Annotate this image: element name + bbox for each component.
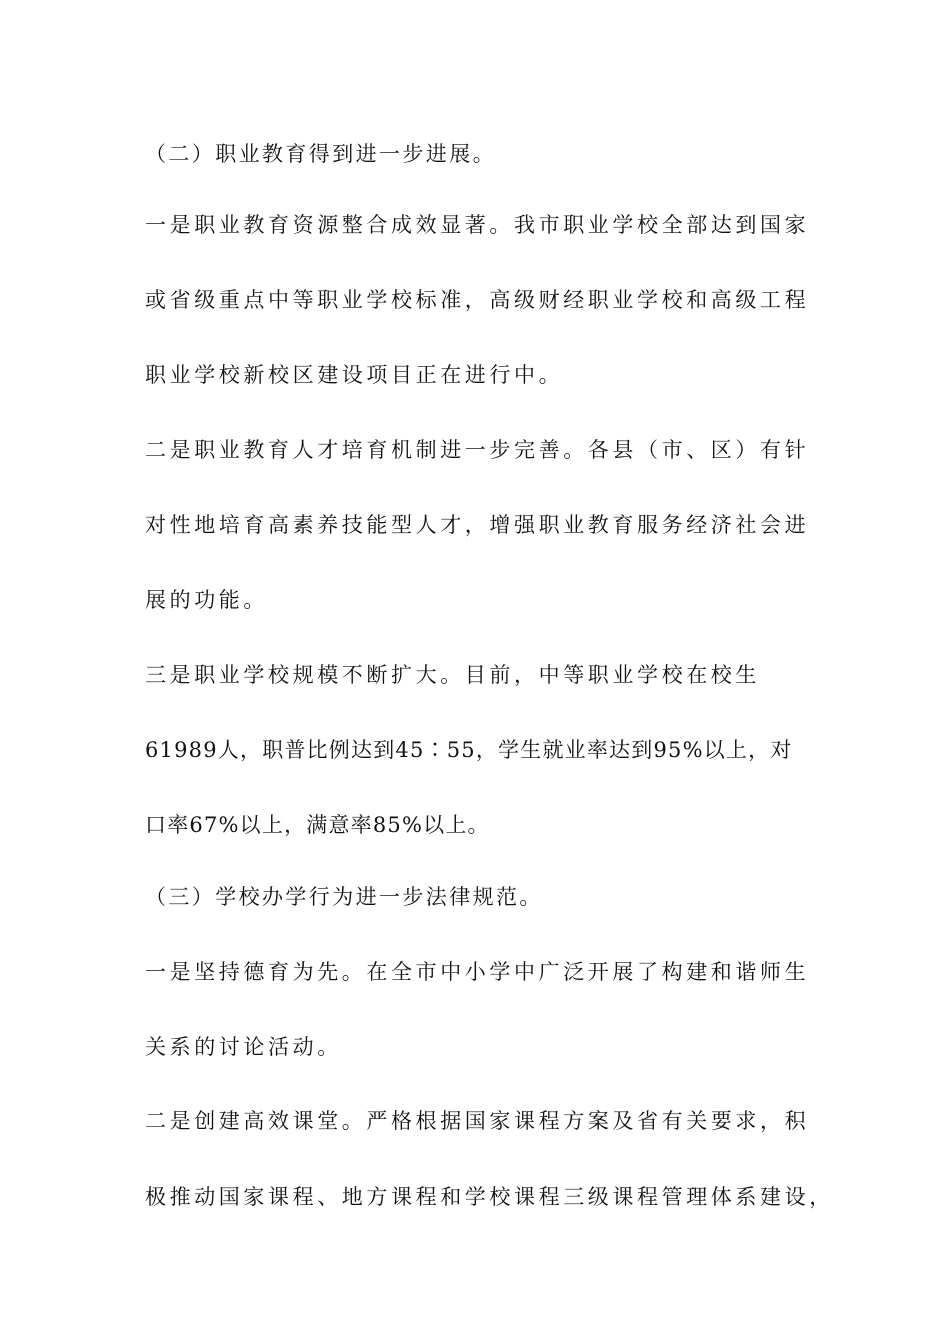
- paragraph-line: 职业学校新校区建设项目正在进行中。: [145, 363, 564, 387]
- paragraph-line: 一是职业教育资源整合成效显著。我市职业学校全部达到国家: [145, 213, 810, 237]
- section-heading-3: （三）学校办学行为进一步法律规范。: [145, 885, 543, 909]
- paragraph-line: 二是创建高效课堂。严格根据国家课程方案及省有关要求，积: [145, 1109, 810, 1133]
- paragraph-line: 极推动国家课程、地方课程和学校课程三级课程管理体系建设，: [145, 1185, 834, 1209]
- paragraph-line: 三是职业学校规模不断扩大。目前，中等职业学校在校生: [145, 663, 760, 687]
- paragraph-line: 口率67%以上，满意率85%以上。: [145, 813, 490, 837]
- paragraph-line: 对性地培育高素养技能型人才，增强职业教育服务经济社会进: [145, 513, 810, 537]
- paragraph-line: 或省级重点中等职业学校标准，高级财经职业学校和高级工程: [145, 288, 810, 312]
- section-heading-2: （二）职业教育得到进一步进展。: [145, 142, 496, 166]
- paragraph-line: 二是职业教育人才培育机制进一步完善。各县（市、区）有针: [145, 438, 810, 462]
- paragraph-line: 展的功能。: [145, 588, 268, 612]
- paragraph-line: 一是坚持德育为先。在全市中小学中广泛开展了构建和谐师生: [145, 960, 810, 984]
- paragraph-line: 关系的讨论活动。: [145, 1035, 342, 1059]
- paragraph-line: 61989人，职普比例达到45∶55，学生就业率达到95%以上，对: [145, 738, 793, 762]
